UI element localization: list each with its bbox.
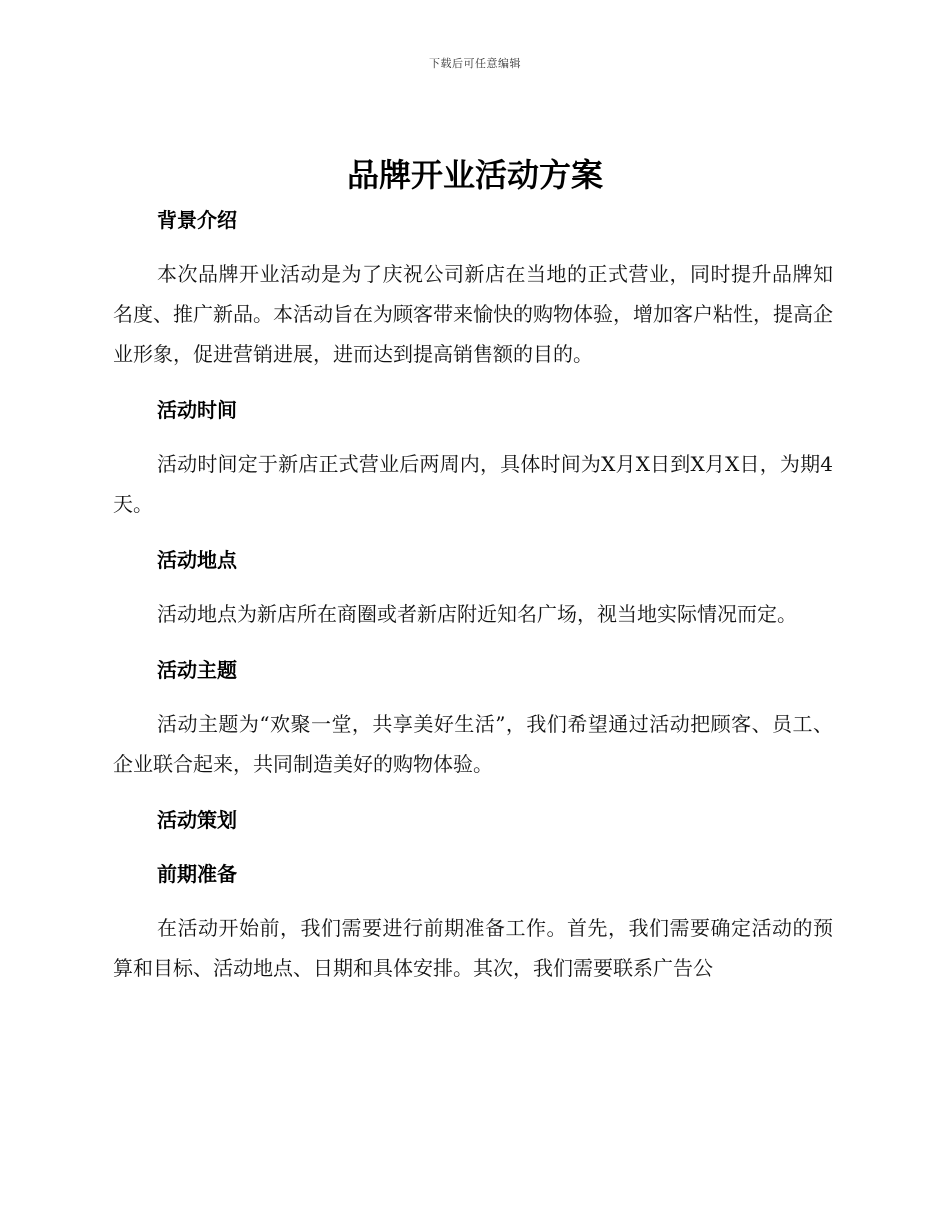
section-heading-background: 背景介绍 <box>157 208 237 232</box>
section-heading-time: 活动时间 <box>157 398 237 422</box>
header-note: 下载后可任意编辑 <box>429 57 521 70</box>
section-body-theme: 活动主题为“欢聚一堂，共享美好生活”，我们希望通过活动把顾客、员工、企业联合起来，共同制造美好的购物体验。 <box>113 712 833 776</box>
section-heading-planning: 活动策划 <box>157 808 237 832</box>
section-heading-location: 活动地点 <box>157 548 237 572</box>
section-body-preparation: 在活动开始前，我们需要进行前期准备工作。首先，我们需要确定活动的预算和目标、活动地点、日期和具体安排。其次，我们需要联系广告公 <box>113 916 833 980</box>
section-body-time: 活动时间定于新店正式营业后两周内，具体时间为X月X日到X月X日，为期4天。 <box>113 452 833 516</box>
section-body-location: 活动地点为新店所在商圈或者新店附近知名广场，视当地实际情况而定。 <box>157 602 797 626</box>
document-body <box>113 200 833 988</box>
section-heading-preparation: 前期准备 <box>157 862 237 886</box>
page-title: 品牌开业活动方案 <box>346 156 603 194</box>
section-heading-theme: 活动主题 <box>157 658 237 682</box>
section-body-background: 本次品牌开业活动是为了庆祝公司新店在当地的正式营业，同时提升品牌知名度、推广新品。本活动旨在为顾客带来愉快的购物体验，增加客户粘性，提高企业形象，促进营销进展，进而达到提高销售额的目的。 <box>113 262 833 366</box>
